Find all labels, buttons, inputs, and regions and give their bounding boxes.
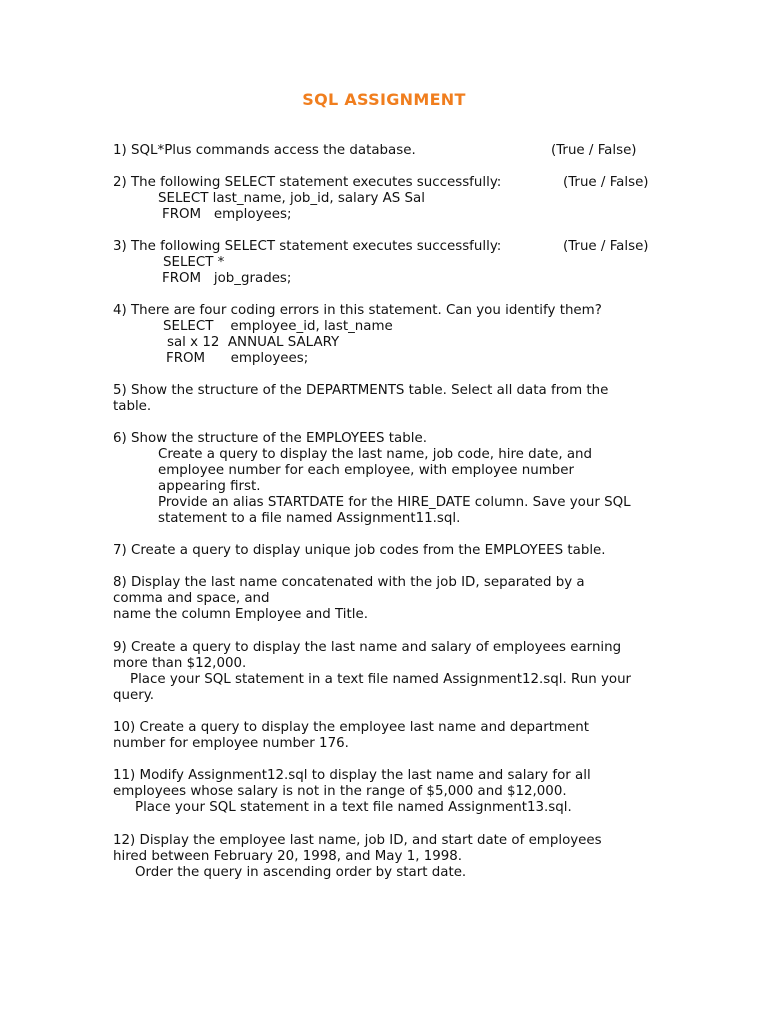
question-11-text: employees whose salary is not in the range of $5,000 and $12,000. — [113, 784, 567, 799]
question-6-text: appearing first. — [158, 479, 261, 494]
question-10-text: 10) Create a query to display the employee last name and department — [113, 720, 590, 735]
question-8-text: name the column Employee and Title. — [113, 607, 368, 622]
question-10-text: number for employee number 176. — [113, 736, 349, 751]
question-2-text: 2) The following SELECT statement executes successfully: — [113, 175, 502, 190]
question-2-code-line: FROM employees; — [162, 207, 292, 222]
question-9-text: Place your SQL statement in a text file named Assignment12.sql. Run your — [130, 672, 632, 687]
question-4-text: 4) There are four coding errors in this statement. Can you identify them? — [113, 303, 602, 318]
question-5-text: table. — [113, 399, 152, 414]
question-8-text: comma and space, and — [113, 591, 270, 606]
page-title: SQL ASSIGNMENT — [302, 90, 466, 109]
question-3-code-line: SELECT * — [163, 255, 225, 270]
question-12-text: Order the query in ascending order by start date. — [135, 865, 467, 880]
question-3-true-false: (True / False) — [563, 239, 649, 254]
question-4-code-line: sal x 12 ANNUAL SALARY — [167, 335, 340, 350]
question-12-text: hired between February 20, 1998, and May 1, 1998. — [113, 849, 463, 864]
question-3-text: 3) The following SELECT statement executes successfully: — [113, 239, 502, 254]
question-6-text: Provide an alias STARTDATE for the HIRE_DATE column. Save your SQL — [158, 495, 631, 510]
question-9-text: query. — [113, 688, 155, 703]
question-6-text: statement to a file named Assignment11.sql. — [158, 511, 461, 526]
question-7-text: 7) Create a query to display unique job codes from the EMPLOYEES table. — [113, 543, 606, 558]
question-4-code-line: SELECT employee_id, last_name — [163, 319, 393, 334]
question-3-code-line: FROM job_grades; — [162, 271, 292, 286]
question-6-text: 6) Show the structure of the EMPLOYEES table. — [113, 431, 427, 446]
question-6-text: Create a query to display the last name, job code, hire date, and — [158, 447, 593, 462]
question-4-code-line: FROM employees; — [166, 351, 309, 366]
question-8-text: 8) Display the last name concatenated with the job ID, separated by a — [113, 575, 585, 590]
question-2-true-false: (True / False) — [563, 175, 649, 190]
question-1-text: 1) SQL*Plus commands access the database. — [113, 143, 416, 158]
question-9-text: more than $12,000. — [113, 656, 247, 671]
question-1-true-false: (True / False) — [551, 143, 637, 158]
question-5-text: 5) Show the structure of the DEPARTMENTS table. Select all data from the — [113, 383, 609, 398]
question-11-text: Place your SQL statement in a text file named Assignment13.sql. — [135, 800, 572, 815]
question-2-code-line: SELECT last_name, job_id, salary AS Sal — [158, 191, 425, 206]
question-6-text: employee number for each employee, with employee number — [158, 463, 574, 478]
question-11-text: 11) Modify Assignment12.sql to display the last name and salary for all — [113, 768, 591, 783]
question-12-text: 12) Display the employee last name, job ID, and start date of employees — [113, 833, 602, 848]
question-9-text: 9) Create a query to display the last name and salary of employees earning — [113, 640, 622, 655]
